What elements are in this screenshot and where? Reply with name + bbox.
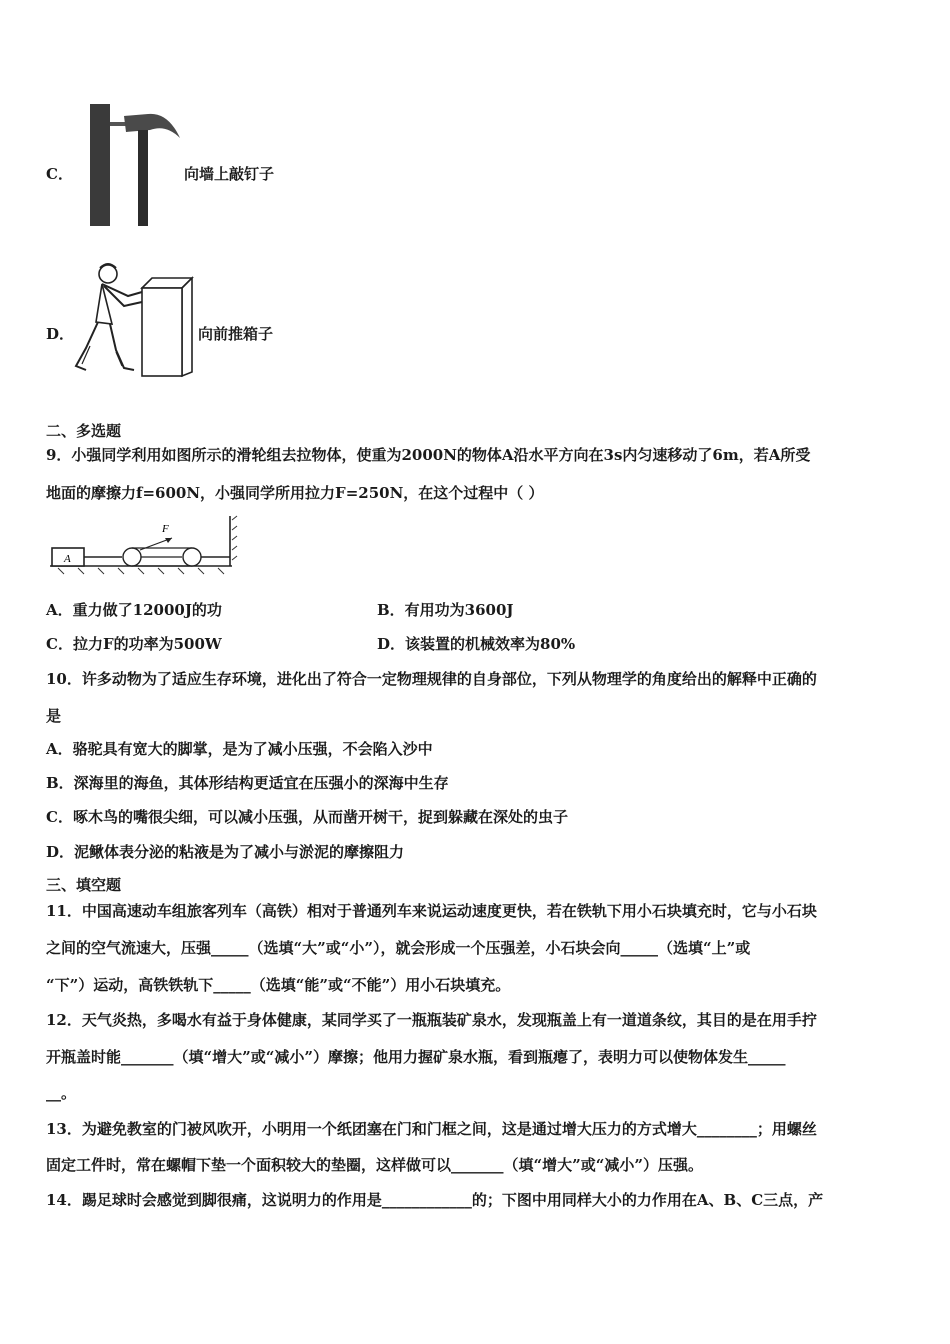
force-f-label: F <box>162 523 169 535</box>
q9-option-c: C．拉力F的功率为500W <box>46 635 222 653</box>
option-d-caption: 向前推箱子 <box>198 325 274 343</box>
pulley-figure <box>48 514 238 576</box>
hammer-wall-figure <box>86 100 186 228</box>
q9-stem-line-2: 地面的摩擦力f=600N，小强同学所用拉力F=250N，在这个过程中（ ） <box>46 484 544 502</box>
q10-stem-line-1: 10．许多动物为了适应生存环境，进化出了符合一定物理规律的自身部位，下列从物理学的角度给出的解释中正确的 <box>46 670 817 688</box>
q10-option-c: C．啄木鸟的嘴很尖细，可以减小压强，从而凿开树干，捉到躲藏在深处的虫子 <box>46 808 568 826</box>
q14-line-1: 14．踢足球时会感觉到脚很痛，这说明力的作用是____________的；下图中用同样大小的力作用在A、B、C三点，产 <box>46 1191 824 1209</box>
option-c-letter: C． <box>46 165 73 183</box>
push-box-figure <box>72 262 196 378</box>
q10-stem-line-2: 是 <box>46 707 62 725</box>
q9-option-a: A．重力做了12000J的功 <box>46 601 222 619</box>
option-d-letter: D． <box>46 325 75 343</box>
q12-line-1: 12．天气炎热，多喝水有益于身体健康，某同学买了一瓶瓶装矿泉水，发现瓶盖上有一道道条纹，其目的是在用手拧 <box>46 1011 817 1029</box>
option-c-caption: 向墙上敲钉子 <box>184 165 275 183</box>
q9-option-d: D．该装置的机械效率为80% <box>377 635 576 653</box>
q12-line-3: __。 <box>46 1084 77 1102</box>
q11-line-1: 11．中国高速动车组旅客列车（高铁）相对于普通列车来说运动速度更快，若在铁轨下用小石块填充时，它与小石块 <box>46 902 817 920</box>
q13-line-1: 13．为避免教室的门被风吹开，小明用一个纸团塞在门和门框之间，这是通过增大压力的方式增大________；用螺丝 <box>46 1120 817 1138</box>
q10-option-d: D．泥鳅体表分泌的粘液是为了减小与淤泥的摩擦阻力 <box>46 843 405 861</box>
section-3-title: 三、填空题 <box>46 876 122 894</box>
q13-line-2: 固定工件时，常在螺帽下垫一个面积较大的垫圈，这样做可以_______（填“增大”或“减小”）压强。 <box>46 1156 704 1174</box>
q11-line-3: “下”）运动，高铁铁轨下_____（选填“能”或“不能”）用小石块填充。 <box>46 976 511 994</box>
q9-option-b: B．有用功为3600J <box>377 601 514 619</box>
section-2-title: 二、多选题 <box>46 422 122 440</box>
q10-option-a: A．骆驼具有宽大的脚掌，是为了减小压强，不会陷入沙中 <box>46 740 433 758</box>
block-a-label: A <box>64 553 71 565</box>
q9-stem-line-1: 9．小强同学利用如图所示的滑轮组去拉物体，使重为2000N的物体A沿水平方向在3s内匀速移动了6m，若A所受 <box>46 446 811 464</box>
q10-option-b: B．深海里的海鱼，其体形结构更适宜在压强小的深海中生存 <box>46 774 449 792</box>
q11-line-2: 之间的空气流速大，压强_____（选填“大”或“小”），就会形成一个压强差，小石块会向_____（选填“上”或 <box>46 939 751 957</box>
q12-line-2: 开瓶盖时能_______（填“增大”或“减小”）摩擦；他用力握矿泉水瓶，看到瓶瘪了，表明力可以使物体发生_____ <box>46 1048 786 1066</box>
